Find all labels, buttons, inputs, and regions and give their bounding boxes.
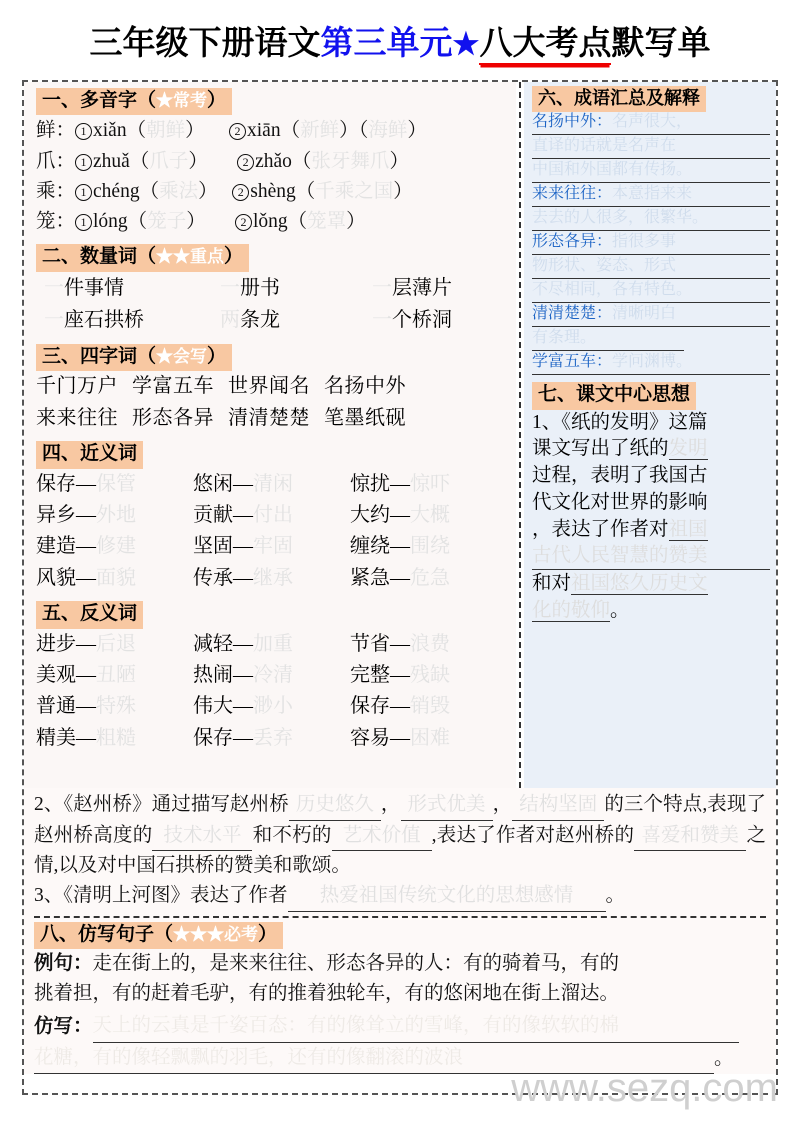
page-title [0,0,800,65]
paren-close-b: ） [393,180,413,202]
idiom-entry-line [532,352,770,375]
star-icon: ★ [452,28,480,61]
center-idea-item-2 [34,790,766,881]
paren-close-b: ）（ [339,120,369,142]
answer-b: 新鲜 [300,120,340,142]
synonym-answer: 外地 [96,503,136,526]
upper-region [24,82,776,788]
synonym-word: 坚固— [193,535,253,558]
synonym-answer: 惊吓 [410,472,450,495]
antonym-cell [193,691,350,722]
center-idea-blank: 化的敬仰 [532,599,611,621]
answer-b: 张牙舞爪 [311,150,390,172]
center-idea-period: 。 [610,599,630,621]
idiom-answer: 名声很大， [612,113,693,131]
synonym-answer: 修建 [96,535,136,558]
center-idea-text: 代文化对世界的影响 [532,491,708,513]
imitation-write-line-1[interactable] [34,1011,766,1042]
antonym-word: 容易— [350,726,410,749]
write-period: 。 [714,1047,734,1069]
synonym-word: 保存— [36,472,96,495]
antonym-answer: 销毁 [410,695,450,718]
center-idea-item-3 [34,881,766,912]
idiom-item: 学富五车 [132,375,214,397]
polyphone-char: 鲜： [36,120,76,142]
synonym-word: 贡献— [193,503,253,526]
section-8-heading [34,922,283,949]
item2-blank-4: 技术水平 [152,821,252,852]
idiom-answer: 指很多事 [612,233,677,251]
number-circle-2: 2 [229,123,246,140]
write-label: 仿写： [34,1016,93,1038]
antonym-row [36,723,508,754]
section-3-heading [36,344,232,371]
answer-b: 千乘之国 [315,180,394,202]
measure-number: 一 [44,309,64,332]
synonym-cell [193,563,350,594]
antonym-word: 进步— [36,632,96,655]
antonym-word: 伟大— [193,695,253,718]
section-1 [24,82,516,236]
synonym-cell [350,531,507,562]
synonym-cell [350,500,507,531]
antonym-cell [193,629,350,660]
answer-b: 笼罩 [307,211,347,233]
center-idea-line [532,571,770,597]
idiom-entry-line [532,328,684,351]
left-column [24,82,516,788]
center-idea-line [532,436,770,462]
number-circle-2: 2 [237,154,254,171]
antonym-answer: 加重 [253,632,293,655]
center-idea-line [532,598,770,624]
number-circle-1: 1 [75,214,92,231]
item3-blank: 热爱祖国传统文化的思想感情 [288,881,606,912]
idiom-item: 世界闻名 [228,375,310,397]
paren-close-b2: ） [407,120,427,142]
synonym-answer: 付出 [253,503,293,526]
title-part4: 默写单 [611,26,711,62]
polyphone-row [36,116,508,145]
measure-number: 一 [372,309,392,332]
antonym-cell [350,691,507,722]
idiom-row [36,371,508,403]
synonym-row [36,531,508,562]
item2-blank-6: 喜爱和赞美 [634,821,746,852]
idiom-item: 笔墨纸砚 [324,406,406,429]
polyphone-row [36,147,508,176]
pinyin-a: chéng（ [93,180,160,202]
antonym-cell [350,660,507,691]
center-idea-blank: 祖国悠久历史文 [571,573,708,595]
polyphone-row [36,177,508,206]
measure-word-row [36,304,508,336]
paren-close-a: ） [198,180,218,202]
paren-close-a: ） [186,211,206,233]
example-label: 例句： [34,952,93,974]
number-circle-2: 2 [232,184,249,201]
center-idea-blank: 发明 [668,438,708,460]
idiom-label: 清清楚楚： [532,305,613,323]
write-answer-line-1[interactable]: 天上的云真是千姿百态：有的像耸立的雪峰，有的像软软的棉 [93,1011,739,1042]
idiom-entry-line [532,160,770,183]
measure-word: 个桥洞 [392,309,452,332]
item2-text: 和不朽的 [252,824,332,846]
idiom-entry-line [532,136,770,159]
measure-word-row [36,272,508,304]
item2-blank-3: 结构坚固 [512,790,604,821]
section-4-heading: 四、近义词 [36,441,143,468]
section-4 [24,434,516,594]
lower-region [24,788,776,1074]
synonym-row [36,500,508,531]
measure-number: 一 [372,276,392,299]
synonym-word: 悠闲— [193,472,253,495]
section-7-heading: 七、课文中心思想 [532,382,696,409]
example-sentence-line-2 [34,979,766,1009]
pinyin-a: lóng（ [93,211,148,233]
antonym-word: 完整— [350,663,410,686]
answer-a: 朝鲜 [146,120,186,142]
idiom-label: 来来往往： [532,185,613,203]
center-idea-text: 课文写出了纸的 [532,438,669,460]
synonym-answer: 牢固 [253,535,293,558]
synonym-cell [193,500,350,531]
section-2 [24,237,516,336]
idiom-entry-line [532,256,770,279]
idiom-answer: 去去的人很多，很繁华。 [532,209,709,227]
center-idea-line [532,490,770,516]
synonym-answer: 大概 [410,503,450,526]
synonym-answer: 保管 [96,472,136,495]
synonym-answer: 清闲 [253,472,293,495]
idiom-label: 学富五车： [532,353,613,371]
antonym-cell [350,629,507,660]
synonym-row [36,563,508,594]
section-5-heading: 五、反义词 [36,601,143,628]
section-5 [24,594,516,754]
antonym-cell [36,629,193,660]
idiom-item: 来来往往 [36,406,118,429]
antonym-word: 保存— [193,726,253,749]
measure-word: 件事情 [64,276,124,299]
title-highlight: 八大考点 [479,26,611,65]
idiom-entry-line [532,280,770,303]
synonym-word: 紧急— [350,566,410,589]
measure-word: 条龙 [240,309,280,332]
synonym-cell [36,500,193,531]
section-1-heading-mark: ★常考 [156,91,208,110]
idiom-answer: 不尽相同，各有特色。 [532,281,693,299]
antonym-row [36,629,508,660]
antonym-answer: 残缺 [410,663,450,686]
measure-word-cell [44,272,220,304]
section-8-heading-mark: ★★★必考 [173,924,259,944]
section-8-heading-text: 八、仿写句子（ [40,923,174,945]
imitation-write-line-2[interactable] [34,1043,766,1074]
synonym-word: 惊扰— [350,472,410,495]
polyphone-char: 笼： [36,211,76,233]
item2-text: 对赵州桥的 [535,824,635,846]
item2-comma: ， [492,794,513,815]
number-circle-2: 2 [235,214,252,231]
item3-period: 。 [605,884,626,906]
synonym-cell [36,563,193,594]
center-idea-text: 过程，表明了我国古 [532,465,708,487]
antonym-answer: 冷清 [253,663,293,686]
idiom-entry-line [532,208,770,231]
synonym-answer: 继承 [253,566,293,589]
antonym-word: 热闹— [193,663,253,686]
idiom-entry-line [532,304,770,327]
idiom-entry-line [532,184,770,207]
synonym-row [36,469,508,500]
antonym-cell [36,723,193,754]
synonym-cell [193,531,350,562]
idiom-answer: 清晰明白 [612,305,677,323]
site-watermark: www.sezq.com [511,1066,778,1110]
section-7 [524,376,776,623]
antonym-answer: 浪费 [410,632,450,655]
synonym-word: 建造— [36,535,96,558]
antonym-answer: 后退 [96,632,136,655]
measure-word: 座石拱桥 [64,309,144,332]
synonym-cell [193,469,350,500]
measure-number: 两 [220,309,240,332]
center-idea-text: 1、《纸的发明》这篇 [532,411,708,433]
paren-close-b: ） [389,150,409,172]
idiom-row [36,403,508,435]
antonym-word: 保存— [350,695,410,718]
measure-word-cell [372,272,452,304]
number-circle-1: 1 [75,123,92,140]
measure-number: 一 [220,276,240,299]
column-divider [516,82,524,788]
antonym-cell [193,723,350,754]
measure-word: 层薄片 [392,276,452,299]
antonym-row [36,660,508,691]
idiom-answer: 直译的话就是名声在 [532,137,677,155]
synonym-word: 大约— [350,503,410,526]
antonym-word: 节省— [350,632,410,655]
section-8-heading-tail: ） [258,923,278,945]
idiom-item: 形态各异 [132,406,214,429]
horizontal-divider [34,916,766,918]
pinyin-b: lǒng（ [252,211,308,233]
antonym-answer: 丢弃 [253,726,293,749]
measure-number: 一 [44,276,64,299]
center-idea-text: 和对 [532,573,572,595]
measure-word: 册书 [240,276,280,299]
idiom-answer: 本意指来来 [612,185,693,203]
example-text: 挑着担，有的赶着毛驴，有的推着独轮车，有的悠闲地在街上溜达。 [34,983,620,1005]
pinyin-b: zhǎo（ [255,150,312,172]
pinyin-a: xiǎn（ [93,120,147,142]
polyphone-char: 乘： [36,180,76,202]
synonym-cell [36,531,193,562]
center-idea-line [532,463,770,489]
paren-close-a: ） [188,150,208,172]
section-2-heading-mark: ★★重点 [156,247,225,267]
pinyin-b: shèng（ [250,180,316,202]
synonym-word: 缠绕— [350,535,410,558]
answer-a: 乘法 [159,180,199,202]
antonym-answer: 困难 [410,726,450,749]
antonym-cell [36,660,193,691]
antonym-answer: 渺小 [253,695,293,718]
example-text: 走在街上的，是来来往往、形态各异的人：有的骑着马，有的 [92,952,620,974]
idiom-label: 形态各异： [532,233,613,251]
antonym-row [36,691,508,722]
measure-word-cell [220,272,372,304]
section-2-heading-tail: ） [224,246,244,268]
item2-blank-2: 形式优美 [401,790,493,821]
section-3-heading-mark: ★会写 [156,346,208,366]
idiom-entry-line [532,112,770,135]
antonym-cell [350,723,507,754]
idiom-label: 名扬中外： [532,113,613,131]
right-column [524,82,776,788]
center-idea-blank: 古代人民智慧的赞美 [532,545,708,567]
section-6 [524,82,776,375]
section-1-heading-tail: ） [207,90,227,111]
synonym-cell [350,563,507,594]
idiom-item: 千门万户 [36,375,118,397]
answer-b2: 海鲜 [368,120,408,142]
item2-comma: ， [380,794,401,815]
item2-text: 个特点,表现了赵州桥高度的 [34,794,766,846]
antonym-cell [36,691,193,722]
antonym-answer: 粗糙 [96,726,136,749]
section-3 [24,337,516,435]
item2-text: ,表达了作者 [431,824,536,846]
item2-text: 2、《赵州桥》通过描写赵州桥 [34,794,289,815]
idiom-answer: 物形状、姿态、形式 [532,257,677,275]
pinyin-a: zhuǎ（ [93,150,150,172]
item2-blank-5: 艺术价值 [332,821,432,852]
antonym-cell [193,660,350,691]
idiom-item: 名扬中外 [324,375,406,397]
synonym-cell [350,469,507,500]
antonym-word: 减轻— [193,632,253,655]
synonym-answer: 面貌 [96,566,136,589]
idiom-answer: 有条理。 [532,329,597,347]
measure-word-cell [44,304,220,336]
section-6-heading: 六、成语汇总及解释 [532,86,706,112]
center-idea-line [532,517,770,543]
number-circle-1: 1 [75,184,92,201]
section-3-heading-tail: ） [207,345,227,367]
center-idea-line [532,543,770,570]
item2-text: 的三 [604,794,644,815]
title-part1: 三年级下册语文 [89,26,321,62]
item2-text: 之情,以及对中国石拱桥的赞美和歌颂。 [34,824,766,877]
synonym-cell [36,469,193,500]
polyphone-row [36,207,508,236]
section-1-heading [36,88,232,115]
polyphone-char: 爪： [36,150,76,172]
section-1-heading-text: 一、多音字（ [42,90,157,111]
section-2-heading [36,244,249,271]
pinyin-b: xiān（ [247,120,301,142]
synonym-answer: 围绕 [410,535,450,558]
center-idea-blank: 祖国 [668,518,708,540]
antonym-word: 精美— [36,726,96,749]
idiom-answer: 中国和外国都有传扬。 [532,161,693,179]
number-circle-1: 1 [75,154,92,171]
answer-a: 爪子 [149,150,189,172]
paren-close-b: ） [346,211,366,233]
section-3-heading-text: 三、四字词（ [42,345,157,367]
paren-close-a: ） [185,120,205,142]
antonym-answer: 丑陋 [96,663,136,686]
center-idea-text: ，表达了作者对 [532,518,669,540]
item3-text: 3、《清明上河图》表达了作者 [34,884,288,906]
idiom-item: 清清楚楚 [228,406,310,429]
synonym-word: 风貌— [36,566,96,589]
idiom-answer: 学问渊博。 [612,353,693,371]
synonym-word: 异乡— [36,503,96,526]
example-sentence-line-1 [34,949,766,979]
antonym-word: 普通— [36,695,96,718]
title-unit: 第三单元 [320,26,453,62]
antonym-answer: 特殊 [96,695,136,718]
center-idea-line [532,410,770,436]
section-2-heading-text: 二、数量词（ [42,246,157,268]
synonym-answer: 危急 [410,566,450,589]
item2-blank-1: 历史悠久 [289,790,381,821]
measure-word-cell [220,304,372,336]
answer-a: 笼子 [147,211,187,233]
write-answer-line-2[interactable]: 花糖，有的像轻飘飘的羽毛，还有的像翻滚的波浪 [34,1043,714,1074]
measure-word-cell [372,304,452,336]
antonym-word: 美观— [36,663,96,686]
idiom-entry-line [532,232,770,255]
synonym-word: 传承— [193,566,253,589]
